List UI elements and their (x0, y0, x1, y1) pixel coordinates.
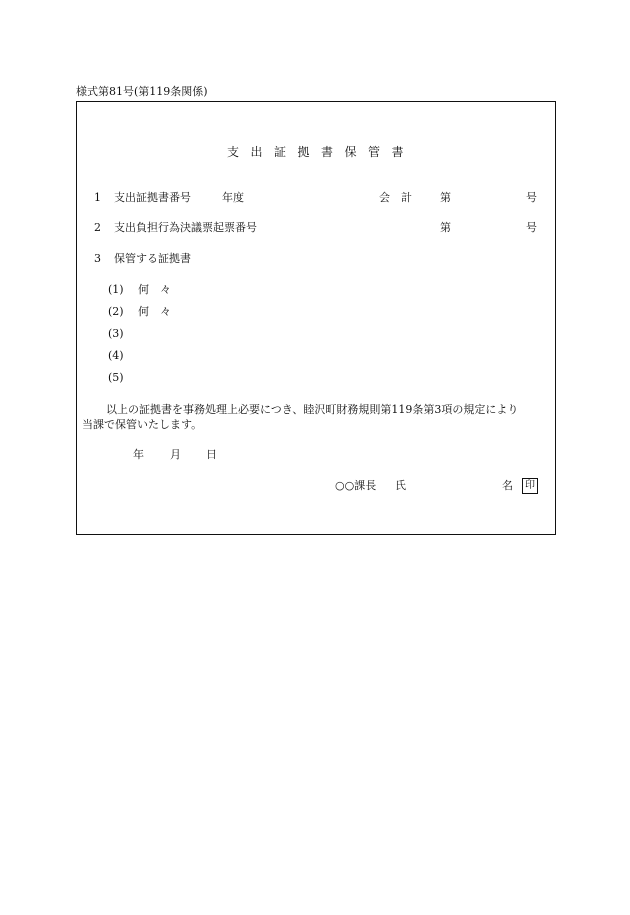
item-1-go-label: 号 (526, 191, 537, 204)
date-day-label: 日 (206, 448, 217, 461)
item-2-dai-label: 第 (440, 221, 451, 234)
item-2-number: 2 (94, 221, 101, 234)
date-year-label: 年 (133, 448, 144, 461)
sub-item-5-number: (5) (108, 371, 124, 384)
signature-shi-label: 氏 (395, 479, 406, 492)
item-3-label: 保管する証拠書 (114, 252, 191, 265)
item-1-dai-label: 第 (440, 191, 451, 204)
statement-line-1: 以上の証拠書を事務処理上必要につき、睦沢町財務規則第119条第3項の規定により (106, 403, 519, 416)
sub-item-2-text: 何 々 (138, 305, 171, 318)
form-number-label: 様式第81号(第119条関係) (76, 85, 208, 98)
sub-item-1-text: 何 々 (138, 283, 171, 296)
signature-mei-label: 名 (502, 479, 513, 492)
item-1-year-label: 年度 (222, 191, 244, 204)
sub-item-1-number: (1) (108, 283, 124, 296)
sub-item-3-number: (3) (108, 327, 124, 340)
document-title: 支出証拠書保管書 (227, 145, 416, 159)
item-1-label: 支出証拠書番号 (114, 191, 191, 204)
item-2-go-label: 号 (526, 221, 537, 234)
form-frame (76, 101, 556, 535)
item-1-number: 1 (94, 191, 101, 204)
item-3-number: 3 (94, 252, 101, 265)
date-month-label: 月 (170, 448, 181, 461)
signature-title: ○○課長 (335, 479, 377, 492)
statement-line-2: 当課で保管いたします。 (82, 418, 203, 431)
item-1-account-label: 会 計 (379, 191, 412, 204)
seal-stamp-box: 印 (522, 478, 538, 494)
item-2-label: 支出負担行為決議票起票番号 (114, 221, 257, 234)
sub-item-2-number: (2) (108, 305, 124, 318)
sub-item-4-number: (4) (108, 349, 124, 362)
